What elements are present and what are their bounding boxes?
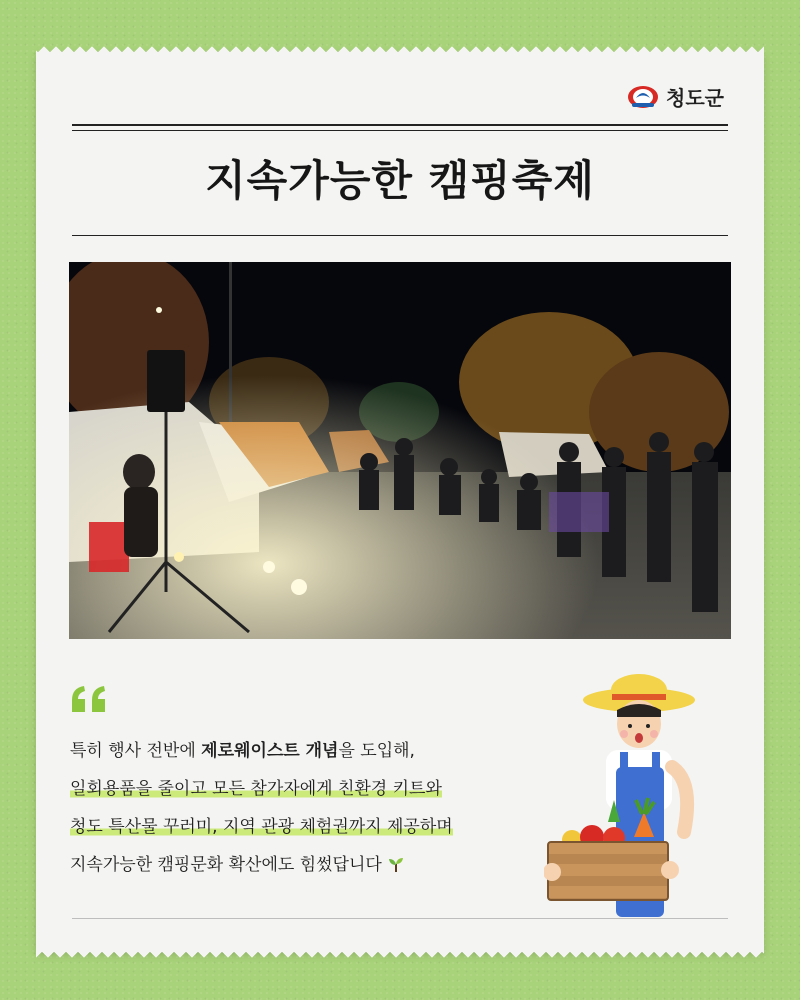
body-line-1-end: 을 도입해, [338, 741, 415, 761]
page-title: 지속가능한 캠핑축제 [205, 156, 595, 205]
body-line-4 [70, 846, 550, 884]
body-line-1-start: 특히 행사 전반에 [70, 741, 202, 761]
farmer-with-vegetable-crate-illustration [544, 672, 724, 922]
cheongdo-county-emblem-icon [626, 84, 660, 110]
body-text [70, 732, 550, 884]
brand-name: 청도군 [666, 86, 724, 110]
body-line-3 [70, 808, 550, 846]
top-rule-thin [72, 130, 728, 131]
body-line-3-text: 청도 특산물 꾸러미, 지역 관광 체험권까지 제공하며 [70, 817, 453, 837]
title-underline [72, 235, 728, 236]
paper-card [36, 52, 764, 952]
bottom-rule [72, 918, 728, 919]
photo-illustration [69, 262, 731, 639]
brand-logo [626, 82, 724, 111]
top-rule-thick [72, 124, 728, 126]
body-line-2-text: 일회용품을 줄이고 모든 참가자에게 친환경 키트와 [70, 779, 442, 799]
sprout-icon [387, 855, 405, 873]
body-line-1 [70, 732, 550, 770]
body-line-1-bold: 제로웨이스트 개념 [201, 741, 339, 761]
quote-marks-icon [70, 684, 110, 714]
night-campsite-concert-photo [69, 262, 731, 639]
body-line-2 [70, 770, 550, 808]
body-line-4-text: 지속가능한 캠핑문화 확산에도 힘썼답니다 [70, 855, 382, 875]
